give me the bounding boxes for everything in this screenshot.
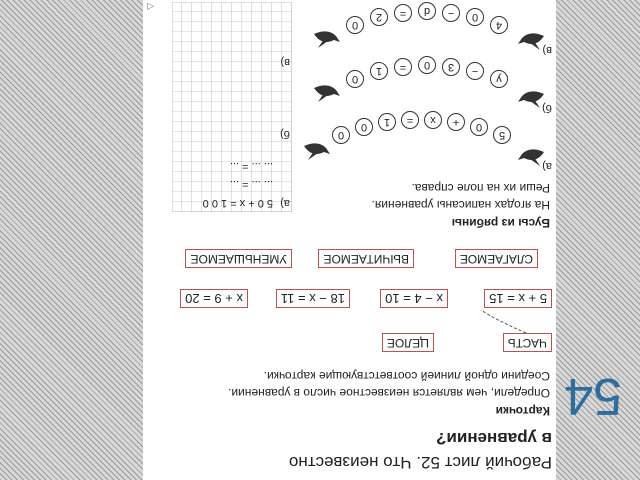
bead: 5 [493,126,511,144]
card-whole[interactable]: ЦЕЛОЕ [382,333,434,352]
bead: = [401,111,419,129]
grid-blank-1: ... ... = ... [229,178,273,190]
bead: 0 [355,118,373,136]
bead: 0 [466,8,484,26]
beads-heading: Бусы из рябины [451,216,550,230]
beads-instruction-2: Реши их на поле справа. [411,181,550,195]
bead: 0 [418,56,436,74]
card-subtrahend[interactable]: ВЫЧИТАЕМОЕ [318,249,414,268]
cards-heading: Карточки [495,404,550,418]
necklace-b-letter: б) [542,102,552,114]
bead: 3 [442,58,460,76]
bead: − [442,4,460,22]
cards-instruction-1: Определи, чем является неизвестное число в уравнении. [228,386,550,400]
bird-icon [516,26,546,52]
bead: 1 [370,62,388,80]
beads-instruction-1: На ягодах написаны уравнения. [371,198,550,212]
bead: 4 [490,16,508,34]
card-addend[interactable]: СЛАГАЕМОЕ [455,249,538,268]
necklace-a-letter: а) [542,160,552,172]
bird-icon [312,78,342,104]
bead: = [394,4,412,22]
bird-icon [302,136,332,162]
page-title-line2: в уравнении? [436,429,552,448]
bead: 1 [378,113,396,131]
grid-row-letter-v: в) [280,56,290,68]
bead: 0 [346,70,364,88]
page-number: 54 [564,367,622,425]
bead: 0 [470,118,488,136]
bead: + [447,113,465,131]
equation-card-1[interactable]: 5 + x = 15 [484,289,552,308]
bead: 0 [332,126,350,144]
bird-icon [516,84,546,110]
equation-card-3[interactable]: 18 − x = 11 [276,289,350,308]
grid-row-letter-b: б) [280,128,290,140]
worksheet-page [143,0,556,480]
corner-leaf-icon: ◁ [147,2,154,12]
grid-row-letter-a: а) [280,197,290,209]
equation-card-2[interactable]: x − 4 = 10 [380,289,448,308]
grid-equation-a: 5 0 + x = 1 0 0 [202,197,273,209]
page-title: Рабочий лист 52. Что неизвестно [288,453,552,472]
bead: d [418,2,436,20]
bead: y [490,70,508,88]
card-part[interactable]: ЧАСТЬ [503,333,552,352]
necklace-v-letter: в) [542,44,552,56]
bead: − [466,62,484,80]
bead: = [394,58,412,76]
bead: 2 [370,8,388,26]
bird-icon [312,24,342,50]
card-minuend[interactable]: УМЕНЬШАЕМОЕ [185,249,292,268]
bead: 0 [346,16,364,34]
bead: x [424,111,442,129]
grid-blank-2: ... ... = ... [229,160,273,172]
bird-icon [516,142,546,168]
cards-instruction-2: Соедини одной линией соответствующие карточки. [263,369,550,383]
worksheet-content [143,0,556,480]
equation-card-4[interactable]: x + 9 = 20 [180,289,248,308]
